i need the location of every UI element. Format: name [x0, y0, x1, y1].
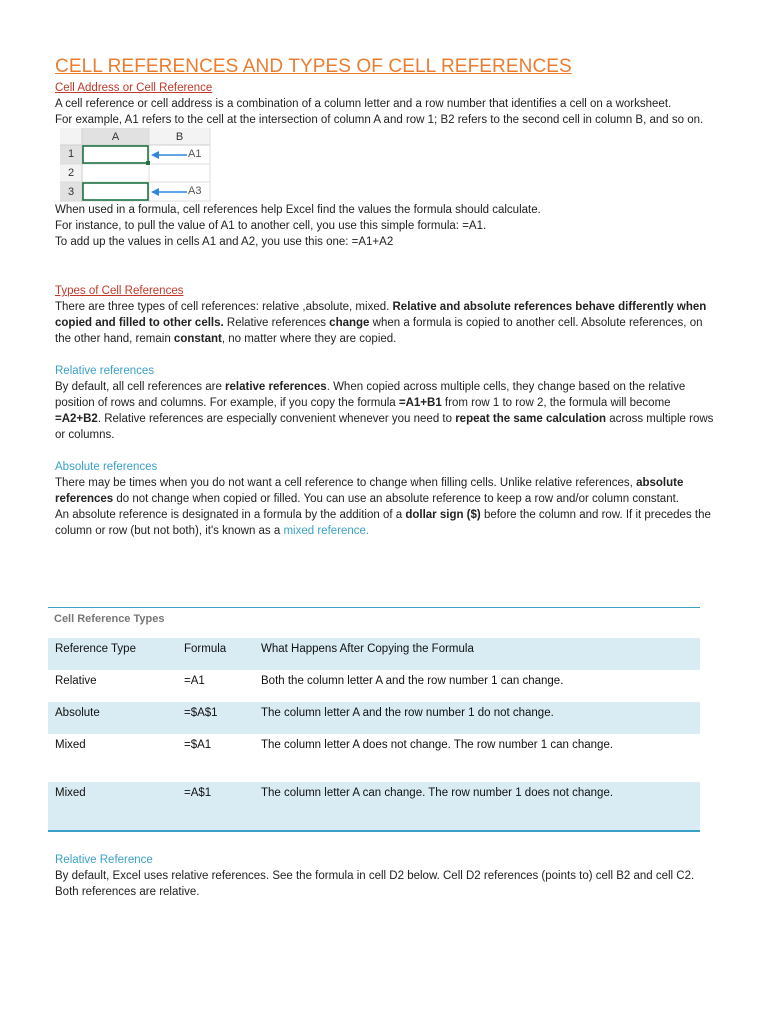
arrow-a3-head [151, 188, 159, 196]
fill-handle [146, 161, 150, 165]
selected-cell-a1 [83, 146, 148, 163]
table-cell: Mixed [55, 739, 86, 751]
table-cell: The column letter A can change. The row number 1 does not change. [261, 787, 614, 799]
table-cell: Absolute [55, 707, 100, 719]
paragraph-formula-use: When used in a formula, cell references help Excel find the values the formula should calculate. [55, 204, 541, 216]
text-run-bold: change [329, 317, 370, 329]
mixed-reference-link[interactable]: mixed reference. [283, 525, 370, 537]
paragraph-absolute-1 [55, 475, 715, 507]
table-cell: The column letter A and the row number 1 do not change. [261, 707, 554, 719]
section-heading-cell-address: Cell Address or Cell Reference [55, 82, 213, 94]
paragraph-definition: A cell reference or cell address is a combination of a column letter and a row number that identifies a cell on a worksheet. [55, 98, 672, 110]
text-run-bold: =A2+B2 [55, 413, 98, 425]
excel-illustration [60, 128, 260, 202]
text-run-bold: Relative and absolute references behave differently when copied and filled to other cells. [55, 301, 707, 329]
paragraph-example: For example, A1 refers to the cell at the intersection of column A and row 1; B2 refers to the second cell in column B, and so on. [55, 114, 704, 126]
text-run: Relative references [223, 317, 330, 329]
arrow-label-a1: A1 [188, 148, 202, 160]
text-run-bold: constant [173, 333, 222, 345]
table-cell: Both the column letter A and the row number 1 can change. [261, 675, 564, 687]
cell-reference-types-table [48, 607, 700, 832]
table-row [48, 734, 700, 782]
text-run: across multiple rows or columns. [55, 413, 714, 441]
column-header-a: A [111, 131, 120, 143]
paragraph-relative [55, 379, 715, 443]
arrow-label-a3: A3 [188, 185, 202, 197]
table-cell: =$A$1 [184, 707, 218, 719]
text-run: By default, all cell references are [55, 381, 226, 393]
text-run: . Relative references are especially convenient whenever you need to [97, 413, 456, 425]
paragraph-types [55, 299, 715, 347]
text-run: There are three types of cell references: relative ,absolute, mixed. [55, 301, 393, 313]
text-run: , no matter where they are copied. [221, 333, 397, 345]
document-page [55, 55, 715, 539]
table-header-row [48, 638, 700, 670]
table-cell: Relative [55, 675, 97, 687]
arrow-a1-head [151, 151, 159, 159]
text-run: There may be times when you do not want a cell reference to change when filling cells. Unlike relative references, [55, 477, 637, 489]
table-row [48, 702, 700, 734]
text-run: An absolute reference is designated in a formula by the addition of a [55, 509, 406, 521]
heading-relative-references: Relative references [55, 365, 155, 377]
header-cell: Reference Type [55, 643, 136, 655]
text-run: do not change when copied or filled. You can use an absolute reference to keep a row and/or column constant. [113, 493, 679, 505]
section-heading-types: Types of Cell References [55, 285, 184, 297]
table-cell: Mixed [55, 787, 86, 799]
header-cell: What Happens After Copying the Formula [261, 643, 474, 655]
text-run-bold: relative references [225, 381, 327, 393]
table-cell: =$A1 [184, 739, 212, 751]
text-run-bold: repeat the same calculation [455, 413, 607, 425]
page-title: CELL REFERENCES AND TYPES OF CELL REFERENCES [55, 56, 572, 77]
relative-reference-section [55, 852, 715, 900]
text-run-bold: =A1+B1 [398, 397, 442, 409]
table-cell: =A$1 [184, 787, 212, 799]
paragraph-absolute-2 [55, 507, 715, 539]
text-run-bold: dollar sign ($) [405, 509, 481, 521]
header-cell: Formula [184, 643, 227, 655]
table-cell: =A1 [184, 675, 205, 687]
column-header-b: B [175, 131, 184, 143]
table-caption: Cell Reference Types [54, 613, 165, 625]
table-row [48, 782, 700, 830]
selected-cell-a3 [83, 183, 148, 200]
row-header-3: 3 [67, 186, 75, 198]
row-header-1: 1 [67, 148, 75, 160]
table-bottom-rule [48, 830, 700, 832]
text-run: when a formula is copied to another cell. Absolute references, on the other hand, remain [55, 317, 703, 345]
paragraph-add-values: To add up the values in cells A1 and A2, you use this one: =A1+A2 [55, 236, 394, 248]
paragraph-pull-value: For instance, to pull the value of A1 to another cell, you use this simple formula: =A1. [55, 220, 487, 232]
heading-absolute-references: Absolute references [55, 461, 158, 473]
text-run: before the column and row. If it precedes the column or row (but not both), it's known as a [55, 509, 711, 537]
text-run: . When copied across multiple cells, they change based on the relative position of rows and columns. For example, if you copy the formula [55, 381, 686, 409]
text-run-bold: absolute references [55, 477, 684, 505]
heading-relative-reference: Relative Reference [55, 854, 153, 866]
table-cell: The column letter A does not change. The row number 1 can change. [261, 739, 614, 751]
text-run: from row 1 to row 2, the formula will become [441, 397, 671, 409]
paragraph-relative-reference: By default, Excel uses relative references. See the formula in cell D2 below. Cell D2 references (points to) cell B2 and cell C2. Both references are relative. [55, 870, 695, 898]
row-header-2: 2 [67, 167, 75, 179]
table-row [48, 670, 700, 702]
